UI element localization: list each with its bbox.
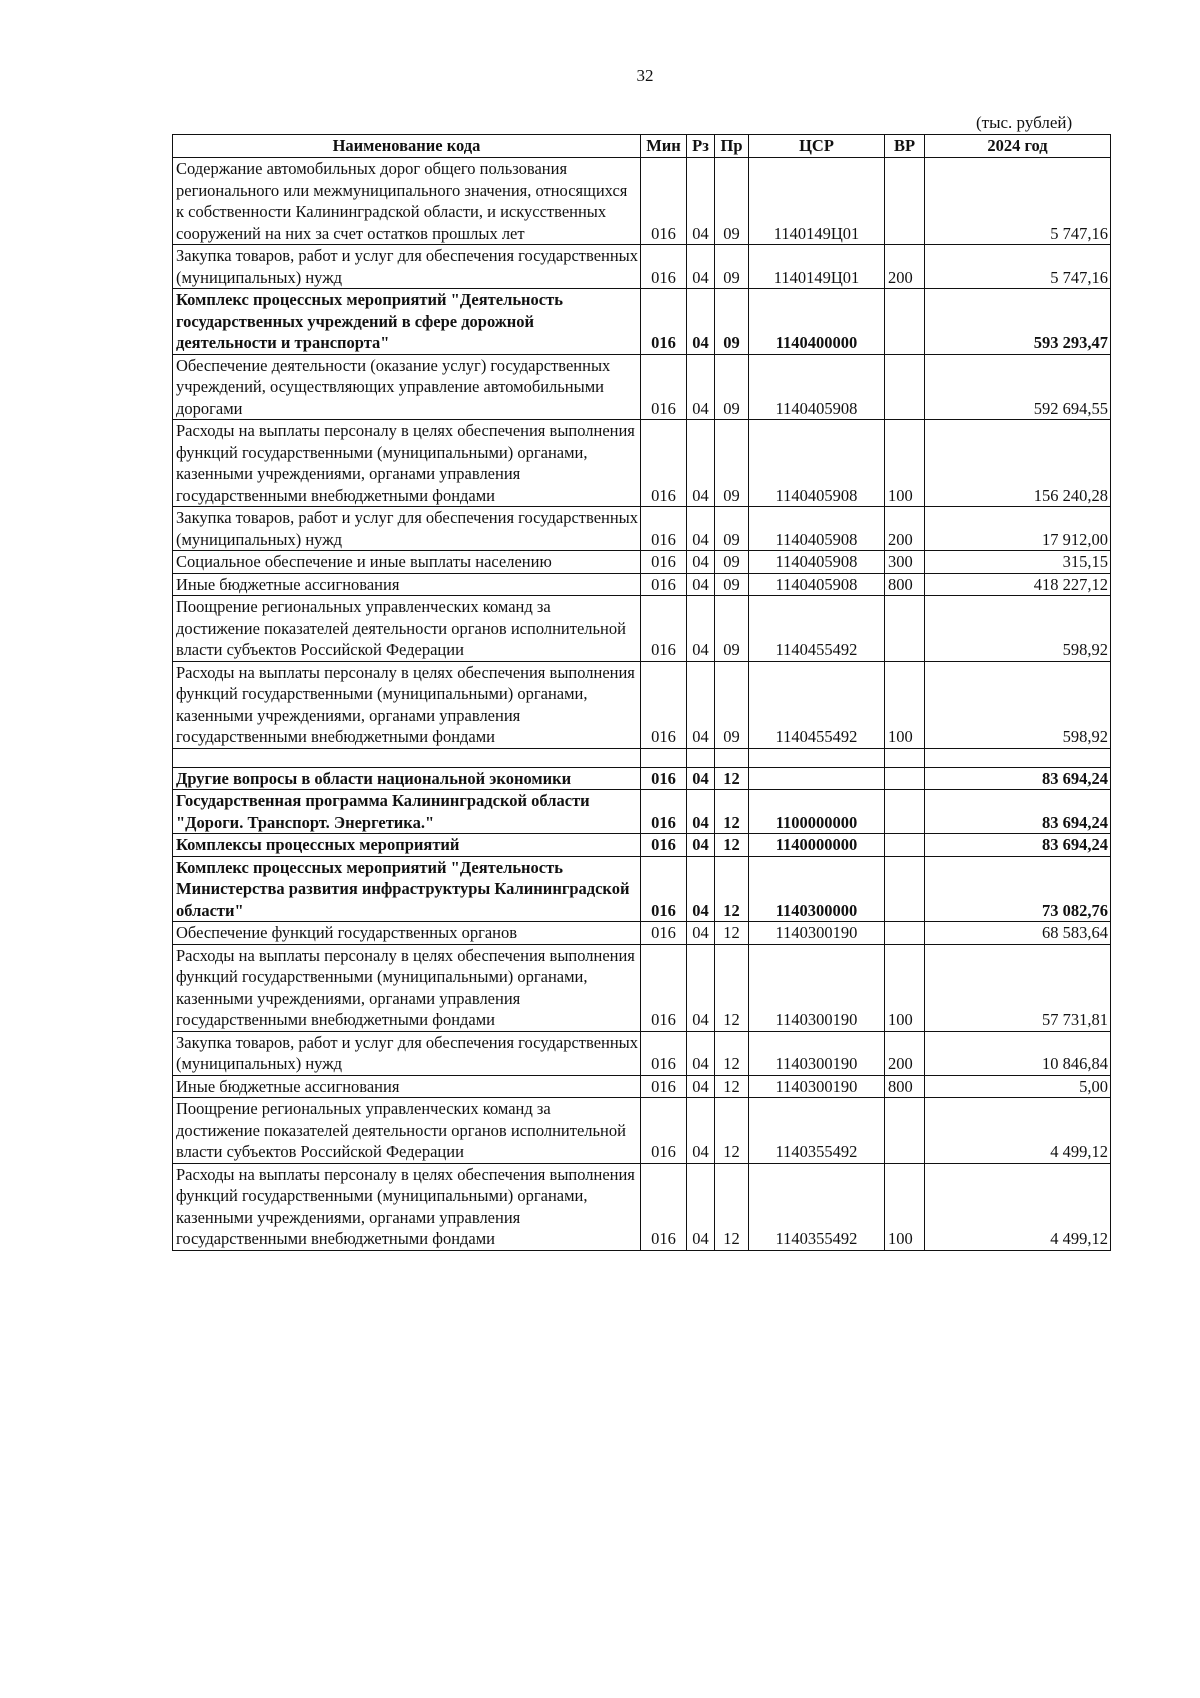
cell-amount: 598,92 xyxy=(925,661,1111,748)
cell-vr: 100 xyxy=(885,944,925,1031)
cell-amount: 592 694,55 xyxy=(925,354,1111,420)
cell-vr: 200 xyxy=(885,507,925,551)
cell-csr: 1140405908 xyxy=(749,573,885,596)
cell-name: Обеспечение деятельности (оказание услуг) государственных учреждений, осуществляющих управление автомобильными дорогами xyxy=(173,354,641,420)
table-header-row xyxy=(173,135,1111,158)
cell-rz: 04 xyxy=(687,922,715,945)
cell-pr: 09 xyxy=(715,354,749,420)
table-row xyxy=(173,354,1111,420)
cell-min: 016 xyxy=(641,354,687,420)
cell-min: 016 xyxy=(641,596,687,662)
cell-name: Другие вопросы в области национальной экономики xyxy=(173,767,641,790)
cell-min: 016 xyxy=(641,767,687,790)
cell-vr: 300 xyxy=(885,551,925,574)
cell-rz: 04 xyxy=(687,944,715,1031)
cell-amount: 4 499,12 xyxy=(925,1098,1111,1164)
cell-vr xyxy=(885,158,925,245)
cell-min: 016 xyxy=(641,856,687,922)
cell-rz: 04 xyxy=(687,507,715,551)
table-row xyxy=(173,420,1111,507)
header-csr: ЦСР xyxy=(749,135,885,158)
cell-csr: 1140405908 xyxy=(749,420,885,507)
cell-rz: 04 xyxy=(687,1098,715,1164)
cell-amount: 5 747,16 xyxy=(925,245,1111,289)
cell-csr: 1140405908 xyxy=(749,507,885,551)
cell-csr: 1140300190 xyxy=(749,922,885,945)
cell-amount: 83 694,24 xyxy=(925,790,1111,834)
table-row xyxy=(173,944,1111,1031)
cell-rz: 04 xyxy=(687,1163,715,1250)
cell-vr xyxy=(885,596,925,662)
table-row xyxy=(173,289,1111,355)
cell-pr: 09 xyxy=(715,573,749,596)
cell-vr xyxy=(885,289,925,355)
cell-pr: 12 xyxy=(715,922,749,945)
cell-pr: 09 xyxy=(715,245,749,289)
cell-vr: 200 xyxy=(885,245,925,289)
cell-pr: 09 xyxy=(715,661,749,748)
cell-pr: 12 xyxy=(715,856,749,922)
page-number: 32 xyxy=(636,66,654,85)
table-row xyxy=(173,573,1111,596)
cell-name-empty xyxy=(173,748,641,767)
header-year: 2024 год xyxy=(925,135,1111,158)
cell-min: 016 xyxy=(641,944,687,1031)
cell-rz: 04 xyxy=(687,767,715,790)
cell-pr: 12 xyxy=(715,1098,749,1164)
cell-csr: 1140355492 xyxy=(749,1098,885,1164)
header-name: Наименование кода xyxy=(173,135,641,158)
cell-rz: 04 xyxy=(687,158,715,245)
table-row xyxy=(173,596,1111,662)
cell-amount: 57 731,81 xyxy=(925,944,1111,1031)
cell-name: Комплекс процессных мероприятий "Деятельность Министерства развития инфраструктуры Калининградской области" xyxy=(173,856,641,922)
cell-name: Государственная программа Калининградской области "Дороги. Транспорт. Энергетика." xyxy=(173,790,641,834)
budget-table xyxy=(172,134,1111,1251)
header-vr: ВР xyxy=(885,135,925,158)
cell-amount: 5 747,16 xyxy=(925,158,1111,245)
cell-min: 016 xyxy=(641,507,687,551)
table-row xyxy=(173,1075,1111,1098)
cell-rz: 04 xyxy=(687,661,715,748)
cell-rz: 04 xyxy=(687,551,715,574)
cell-amount: 593 293,47 xyxy=(925,289,1111,355)
table-row xyxy=(173,1031,1111,1075)
cell-csr: 1140300190 xyxy=(749,1075,885,1098)
cell-amount: 17 912,00 xyxy=(925,507,1111,551)
cell-vr xyxy=(885,922,925,945)
cell-csr: 1140300000 xyxy=(749,856,885,922)
cell-pr: 12 xyxy=(715,790,749,834)
cell-rz: 04 xyxy=(687,1031,715,1075)
cell-rz: 04 xyxy=(687,596,715,662)
cell-vr: 200 xyxy=(885,1031,925,1075)
table-row xyxy=(173,507,1111,551)
cell-name: Иные бюджетные ассигнования xyxy=(173,573,641,596)
cell-name: Комплексы процессных мероприятий xyxy=(173,834,641,857)
cell-min: 016 xyxy=(641,1031,687,1075)
cell-vr xyxy=(885,767,925,790)
cell-amount: 5,00 xyxy=(925,1075,1111,1098)
cell-name: Поощрение региональных управленческих команд за достижение показателей деятельности органов исполнительной власти субъектов Российской Федерации xyxy=(173,1098,641,1164)
cell-name: Расходы на выплаты персоналу в целях обеспечения выполнения функций государственными (муниципальными) органами, казенными учреждениями, органами управления государственными внебюджетными фондами xyxy=(173,661,641,748)
cell-name: Комплекс процессных мероприятий "Деятельность государственных учреждений в сфере дорожной деятельности и транспорта" xyxy=(173,289,641,355)
cell-rz: 04 xyxy=(687,573,715,596)
cell-min: 016 xyxy=(641,1163,687,1250)
cell-name: Социальное обеспечение и иные выплаты населению xyxy=(173,551,641,574)
cell-min: 016 xyxy=(641,1075,687,1098)
cell-pr: 12 xyxy=(715,944,749,1031)
cell-min: 016 xyxy=(641,922,687,945)
cell-vr xyxy=(885,790,925,834)
cell-rz: 04 xyxy=(687,790,715,834)
cell-vr: 800 xyxy=(885,573,925,596)
cell-vr: 100 xyxy=(885,661,925,748)
cell-name: Расходы на выплаты персоналу в целях обеспечения выполнения функций государственными (муниципальными) органами, казенными учреждениями, органами управления государственными внебюджетными фондами xyxy=(173,1163,641,1250)
cell-csr: 1140355492 xyxy=(749,1163,885,1250)
cell-amount: 418 227,12 xyxy=(925,573,1111,596)
table-body xyxy=(173,158,1111,1251)
table-row xyxy=(173,661,1111,748)
cell-amount-empty xyxy=(925,748,1111,767)
cell-min-empty xyxy=(641,748,687,767)
cell-amount: 73 082,76 xyxy=(925,856,1111,922)
cell-amount: 10 846,84 xyxy=(925,1031,1111,1075)
cell-min: 016 xyxy=(641,573,687,596)
cell-vr: 100 xyxy=(885,1163,925,1250)
cell-name: Закупка товаров, работ и услуг для обеспечения государственных (муниципальных) нужд xyxy=(173,1031,641,1075)
cell-vr xyxy=(885,834,925,857)
table-row xyxy=(173,245,1111,289)
cell-pr: 09 xyxy=(715,596,749,662)
cell-name: Закупка товаров, работ и услуг для обеспечения государственных (муниципальных) нужд xyxy=(173,507,641,551)
cell-pr: 12 xyxy=(715,1163,749,1250)
cell-min: 016 xyxy=(641,790,687,834)
cell-pr: 09 xyxy=(715,289,749,355)
cell-name: Закупка товаров, работ и услуг для обеспечения государственных (муниципальных) нужд xyxy=(173,245,641,289)
table-row xyxy=(173,790,1111,834)
cell-rz: 04 xyxy=(687,354,715,420)
cell-pr: 12 xyxy=(715,1031,749,1075)
cell-rz: 04 xyxy=(687,1075,715,1098)
cell-vr xyxy=(885,354,925,420)
cell-csr: 1140300190 xyxy=(749,1031,885,1075)
table-row xyxy=(173,834,1111,857)
table-row xyxy=(173,158,1111,245)
cell-amount: 83 694,24 xyxy=(925,767,1111,790)
table-row xyxy=(173,551,1111,574)
cell-pr: 09 xyxy=(715,551,749,574)
cell-min: 016 xyxy=(641,834,687,857)
cell-min: 016 xyxy=(641,1098,687,1164)
cell-name: Содержание автомобильных дорог общего пользования регионального или межмуниципального значения, относящихся к собственности Калининградской области, и искусственных сооружений на них за счет остатков прошлых лет xyxy=(173,158,641,245)
cell-rz: 04 xyxy=(687,420,715,507)
header-rz: Рз xyxy=(687,135,715,158)
unit-note: (тыс. рублей) xyxy=(976,113,1073,132)
spacer-row xyxy=(173,748,1111,767)
cell-min: 016 xyxy=(641,661,687,748)
cell-csr: 1140300190 xyxy=(749,944,885,1031)
cell-name: Обеспечение функций государственных органов xyxy=(173,922,641,945)
cell-vr: 800 xyxy=(885,1075,925,1098)
cell-amount: 83 694,24 xyxy=(925,834,1111,857)
cell-name: Расходы на выплаты персоналу в целях обеспечения выполнения функций государственными (муниципальными) органами, казенными учреждениями, органами управления государственными внебюджетными фондами xyxy=(173,944,641,1031)
cell-csr: 1140400000 xyxy=(749,289,885,355)
cell-rz: 04 xyxy=(687,856,715,922)
cell-pr: 09 xyxy=(715,507,749,551)
cell-vr-empty xyxy=(885,748,925,767)
cell-min: 016 xyxy=(641,158,687,245)
cell-pr: 12 xyxy=(715,767,749,790)
header-min: Мин xyxy=(641,135,687,158)
cell-pr: 12 xyxy=(715,1075,749,1098)
cell-rz: 04 xyxy=(687,834,715,857)
cell-csr: 1140405908 xyxy=(749,354,885,420)
cell-csr: 1140405908 xyxy=(749,551,885,574)
cell-rz-empty xyxy=(687,748,715,767)
cell-csr: 1140000000 xyxy=(749,834,885,857)
cell-csr xyxy=(749,767,885,790)
cell-csr-empty xyxy=(749,748,885,767)
cell-pr: 09 xyxy=(715,158,749,245)
cell-csr: 1100000000 xyxy=(749,790,885,834)
cell-min: 016 xyxy=(641,551,687,574)
cell-min: 016 xyxy=(641,289,687,355)
table-row xyxy=(173,856,1111,922)
cell-csr: 1140149Ц01 xyxy=(749,245,885,289)
cell-vr xyxy=(885,856,925,922)
cell-amount: 68 583,64 xyxy=(925,922,1111,945)
table-row xyxy=(173,767,1111,790)
table-row xyxy=(173,1163,1111,1250)
cell-vr: 100 xyxy=(885,420,925,507)
cell-name: Поощрение региональных управленческих команд за достижение показателей деятельности органов исполнительной власти субъектов Российской Федерации xyxy=(173,596,641,662)
header-pr: Пр xyxy=(715,135,749,158)
cell-name: Расходы на выплаты персоналу в целях обеспечения выполнения функций государственными (муниципальными) органами, казенными учреждениями, органами управления государственными внебюджетными фондами xyxy=(173,420,641,507)
cell-vr xyxy=(885,1098,925,1164)
cell-rz: 04 xyxy=(687,245,715,289)
cell-pr: 09 xyxy=(715,420,749,507)
table-row xyxy=(173,1098,1111,1164)
cell-name: Иные бюджетные ассигнования xyxy=(173,1075,641,1098)
cell-csr: 1140149Ц01 xyxy=(749,158,885,245)
cell-pr: 12 xyxy=(715,834,749,857)
cell-amount: 315,15 xyxy=(925,551,1111,574)
cell-min: 016 xyxy=(641,245,687,289)
cell-min: 016 xyxy=(641,420,687,507)
cell-rz: 04 xyxy=(687,289,715,355)
cell-amount: 598,92 xyxy=(925,596,1111,662)
cell-amount: 156 240,28 xyxy=(925,420,1111,507)
cell-csr: 1140455492 xyxy=(749,596,885,662)
cell-amount: 4 499,12 xyxy=(925,1163,1111,1250)
cell-csr: 1140455492 xyxy=(749,661,885,748)
cell-pr-empty xyxy=(715,748,749,767)
table-row xyxy=(173,922,1111,945)
